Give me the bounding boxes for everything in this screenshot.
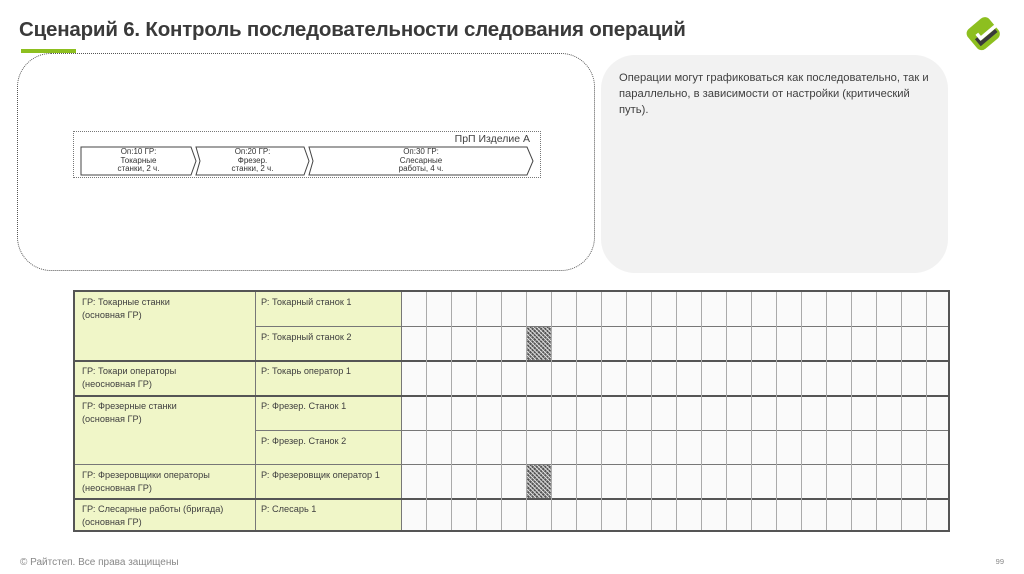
- operation-label: Оп:20 ГР: Фрезер. станки, 2 ч.: [231, 147, 274, 173]
- copyright-text: © Райтстеп. Все права защищены: [20, 557, 179, 568]
- resource-cell: Р: Токарный станок 1: [256, 292, 402, 327]
- resource-cell: Р: Токарь оператор 1: [256, 361, 402, 396]
- time-grid: [402, 292, 948, 530]
- resource-cell: Р: Фрезер. Станок 1: [256, 396, 402, 431]
- group-cell: ГР: Фрезерные станки (основная ГР): [75, 396, 256, 465]
- group-cell: ГР: Токарные станки (основная ГР): [75, 292, 256, 361]
- operation-10[interactable]: [80, 146, 197, 176]
- operation-30[interactable]: [308, 146, 534, 176]
- group-cell: ГР: Токари операторы (неосновная ГР): [75, 361, 256, 396]
- resource-schedule-table: [73, 290, 950, 532]
- resource-cell: Р: Фрезер. Станок 2: [256, 431, 402, 465]
- occupied-slot[interactable]: [527, 327, 551, 360]
- resource-cell: Р: Токарный станок 2: [256, 327, 402, 361]
- operation-label: Оп:30 ГР: Слесарные работы, 4 ч.: [398, 147, 444, 173]
- process-label: ПрП Изделие А: [454, 133, 530, 145]
- group-cell: ГР: Фрезеровщики операторы (неосновная ГР): [75, 465, 256, 499]
- group-cell: ГР: Слесарные работы (бригада) (основная ГР): [75, 499, 256, 530]
- page-number: 99: [995, 557, 1004, 566]
- page-title: Сценарий 6. Контроль последовательности следования операций: [19, 18, 686, 41]
- resource-cell: Р: Слесарь 1: [256, 499, 402, 530]
- checkmark-logo-icon: [963, 12, 1005, 54]
- occupied-slot[interactable]: [527, 465, 551, 498]
- operation-20[interactable]: [195, 146, 310, 176]
- resource-cell: Р: Фрезеровщик оператор 1: [256, 465, 402, 499]
- note-panel: [601, 55, 948, 273]
- note-text: Операции могут графиковаться как последовательно, так и параллельно, в зависимости от настройки (критический путь).: [619, 72, 929, 116]
- operation-label: Оп:10 ГР: Токарные станки, 2 ч.: [117, 147, 160, 173]
